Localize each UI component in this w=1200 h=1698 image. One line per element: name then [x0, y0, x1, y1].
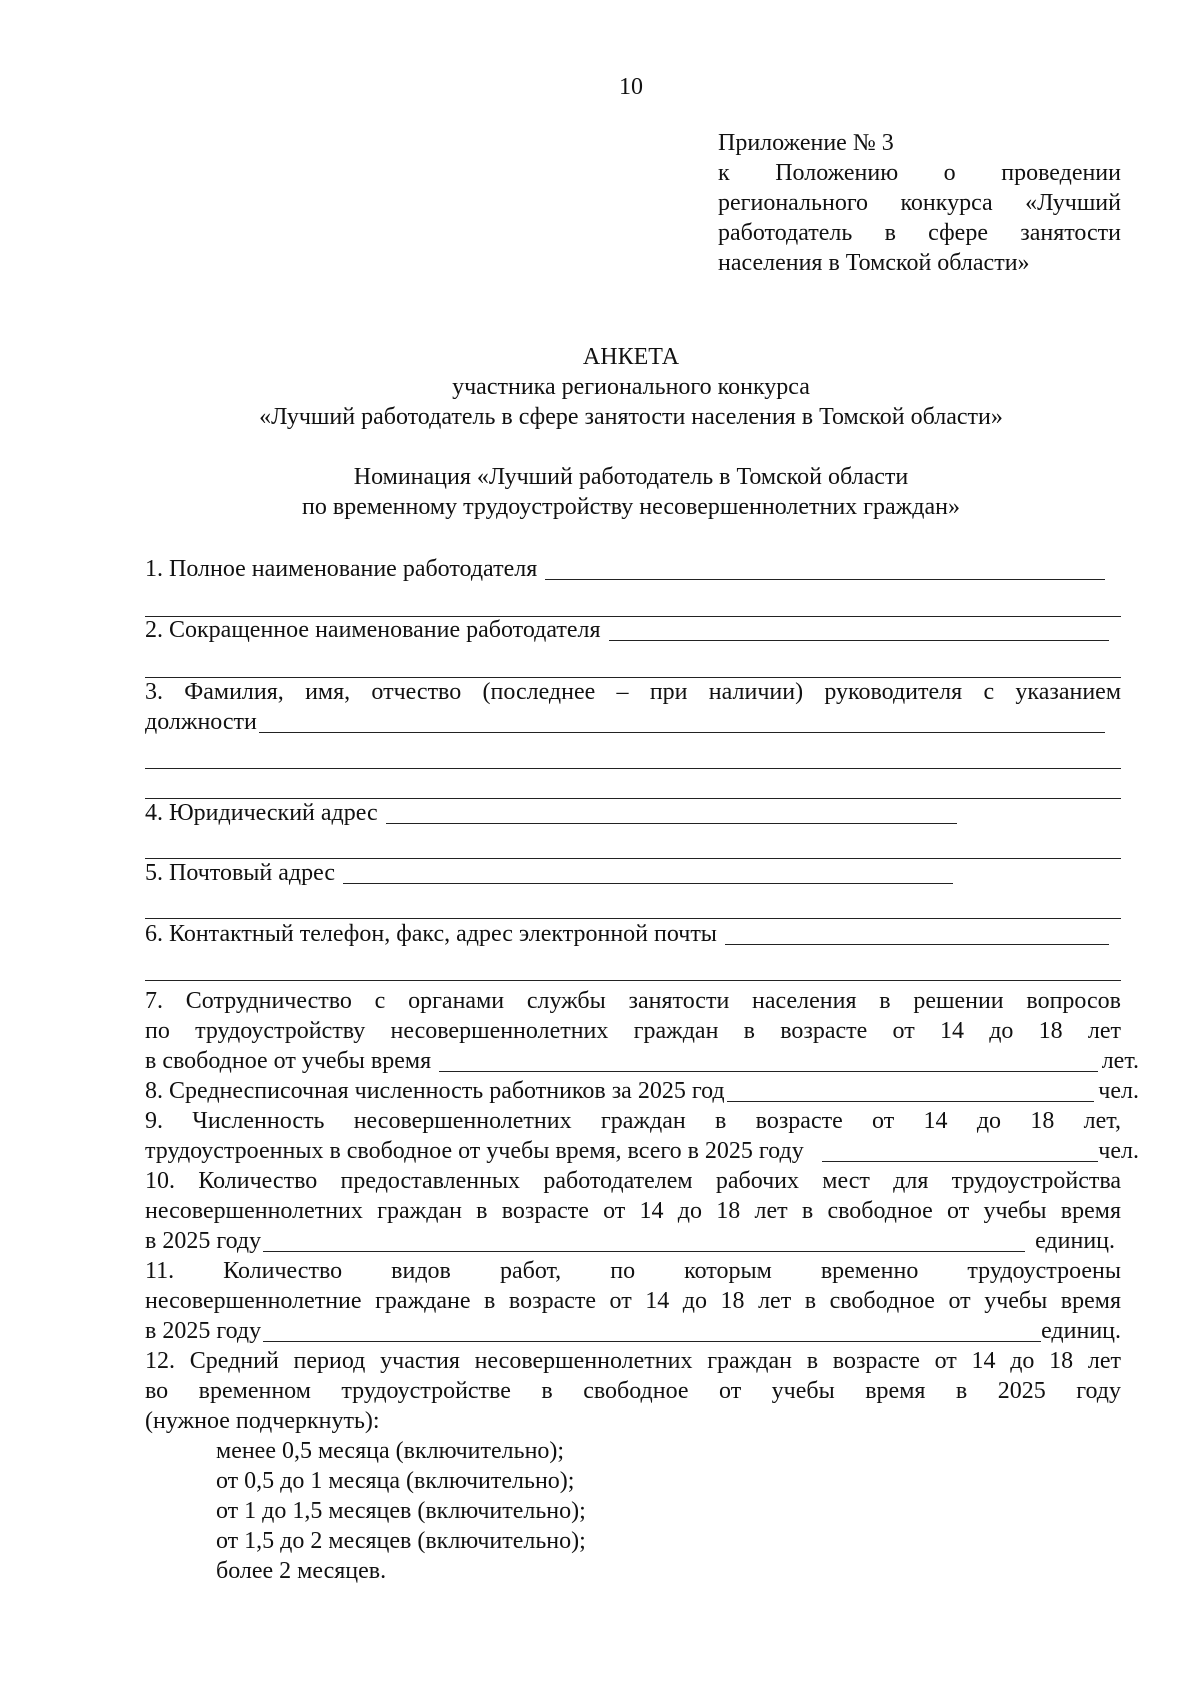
field-label: 11. Количество видов работ, по которым временно трудоустроены: [145, 1258, 1121, 1284]
page-number: 10: [619, 74, 643, 100]
blank-line[interactable]: [145, 768, 1121, 769]
field-label: 10. Количество предоставленных работодателем рабочих мест для трудоустройства: [145, 1168, 1121, 1194]
field-label: 12. Средний период участия несовершеннолетних граждан в возрасте от 14 до 18 лет: [145, 1348, 1121, 1374]
field-label: во временном трудоустройстве в свободное от учебы время в 2025 году: [145, 1378, 1121, 1404]
field-workplaces-value: [145, 1226, 1115, 1256]
field-legal-address: [145, 798, 961, 828]
field-label: 8. Среднесписочная численность работников за 2025 год: [145, 1078, 725, 1104]
field-label: 7. Сотрудничество с органами службы занятости населения в решении вопросов: [145, 988, 1121, 1014]
appendix-line: работодатель в сфере занятости: [718, 220, 1121, 246]
form-subtitle: «Лучший работодатель в сфере занятости населения в Томской области»: [259, 404, 1003, 430]
field-work-types: [145, 1256, 1121, 1316]
full-name-blank[interactable]: [545, 557, 1105, 580]
minors-count-blank[interactable]: [822, 1139, 1099, 1162]
field-label: в 2025 году: [145, 1318, 262, 1344]
director-blank[interactable]: [259, 710, 1105, 733]
field-label: 5. Почтовый адрес: [145, 860, 336, 886]
field-full-name: [145, 554, 1109, 584]
period-options: [216, 1436, 586, 1586]
legal-address-blank[interactable]: [386, 801, 957, 824]
field-cooperation-years: [145, 1046, 1139, 1076]
unit-label: единиц.: [1041, 1318, 1121, 1344]
unit-label: чел.: [1098, 1138, 1139, 1164]
work-types-blank[interactable]: [263, 1319, 1041, 1342]
field-headcount: [145, 1076, 1139, 1106]
workplaces-blank[interactable]: [263, 1229, 1025, 1252]
field-label: 6. Контактный телефон, факс, адрес электронной почты: [145, 921, 717, 947]
unit-label: лет.: [1101, 1048, 1139, 1074]
postal-address-blank[interactable]: [343, 861, 953, 884]
field-work-types-value: [145, 1316, 1121, 1346]
period-option[interactable]: от 0,5 до 1 месяца (включительно);: [216, 1468, 575, 1494]
contacts-blank[interactable]: [725, 922, 1109, 945]
field-postal-address: [145, 858, 957, 888]
field-label: по трудоустройству несовершеннолетних граждан в возрасте от 14 до 18 лет: [145, 1018, 1121, 1044]
field-workplaces: [145, 1166, 1121, 1226]
field-label: 3. Фамилия, имя, отчество (последнее – при наличии) руководителя с указанием: [145, 679, 1121, 705]
field-contacts: [145, 919, 1113, 949]
field-label: в свободное от учебы время: [145, 1048, 432, 1074]
field-cooperation: [145, 986, 1121, 1046]
appendix-line: к Положению о проведении: [718, 160, 1121, 186]
field-label: несовершеннолетние граждане в возрасте от 14 до 18 лет в свободное от учебы время: [145, 1288, 1121, 1314]
field-label: должности: [145, 709, 257, 735]
field-short-name: [145, 615, 1113, 645]
appendix-line: регионального конкурса «Лучший: [718, 190, 1121, 216]
nomination-title: Номинация «Лучший работодатель в Томской области: [353, 464, 909, 490]
field-minors-count: [145, 1106, 1121, 1136]
period-option[interactable]: более 2 месяцев.: [216, 1558, 387, 1584]
headcount-blank[interactable]: [727, 1079, 1095, 1102]
field-label: 4. Юридический адрес: [145, 800, 378, 826]
appendix-title: Приложение № 3: [718, 130, 894, 156]
field-label: 2. Сокращенное наименование работодателя: [145, 617, 601, 643]
period-option[interactable]: менее 0,5 месяца (включительно);: [216, 1438, 565, 1464]
unit-label: чел.: [1098, 1078, 1139, 1104]
field-label: трудоустроенных в свободное от учебы время, всего в 2025 году: [145, 1138, 804, 1164]
short-name-blank[interactable]: [609, 618, 1109, 641]
form-title: АНКЕТА: [582, 344, 680, 370]
form-subtitle: участника регионального конкурса: [452, 374, 810, 400]
nomination-title: по временному трудоустройству несовершеннолетних граждан»: [302, 494, 960, 520]
field-label: (нужное подчеркнуть):: [145, 1408, 380, 1434]
field-participation-period: [145, 1346, 1121, 1436]
field-label: 1. Полное наименование работодателя: [145, 556, 538, 582]
blank-line[interactable]: [145, 980, 1121, 981]
field-label: в 2025 году: [145, 1228, 262, 1254]
field-director-position: [145, 707, 1109, 737]
period-option[interactable]: от 1 до 1,5 месяцев (включительно);: [216, 1498, 586, 1524]
appendix-block: [718, 128, 1121, 278]
field-label: несовершеннолетних граждан в возрасте от 14 до 18 лет в свободное от учебы время: [145, 1198, 1121, 1224]
field-director: [145, 677, 1121, 707]
field-label: 9. Численность несовершеннолетних граждан в возрасте от 14 до 18 лет,: [145, 1108, 1121, 1134]
unit-label: единиц.: [1035, 1228, 1115, 1254]
appendix-line: населения в Томской области»: [718, 250, 1030, 276]
cooperation-years-blank[interactable]: [439, 1049, 1098, 1072]
period-option[interactable]: от 1,5 до 2 месяцев (включительно);: [216, 1528, 586, 1554]
field-minors-count-value: [145, 1136, 1139, 1166]
